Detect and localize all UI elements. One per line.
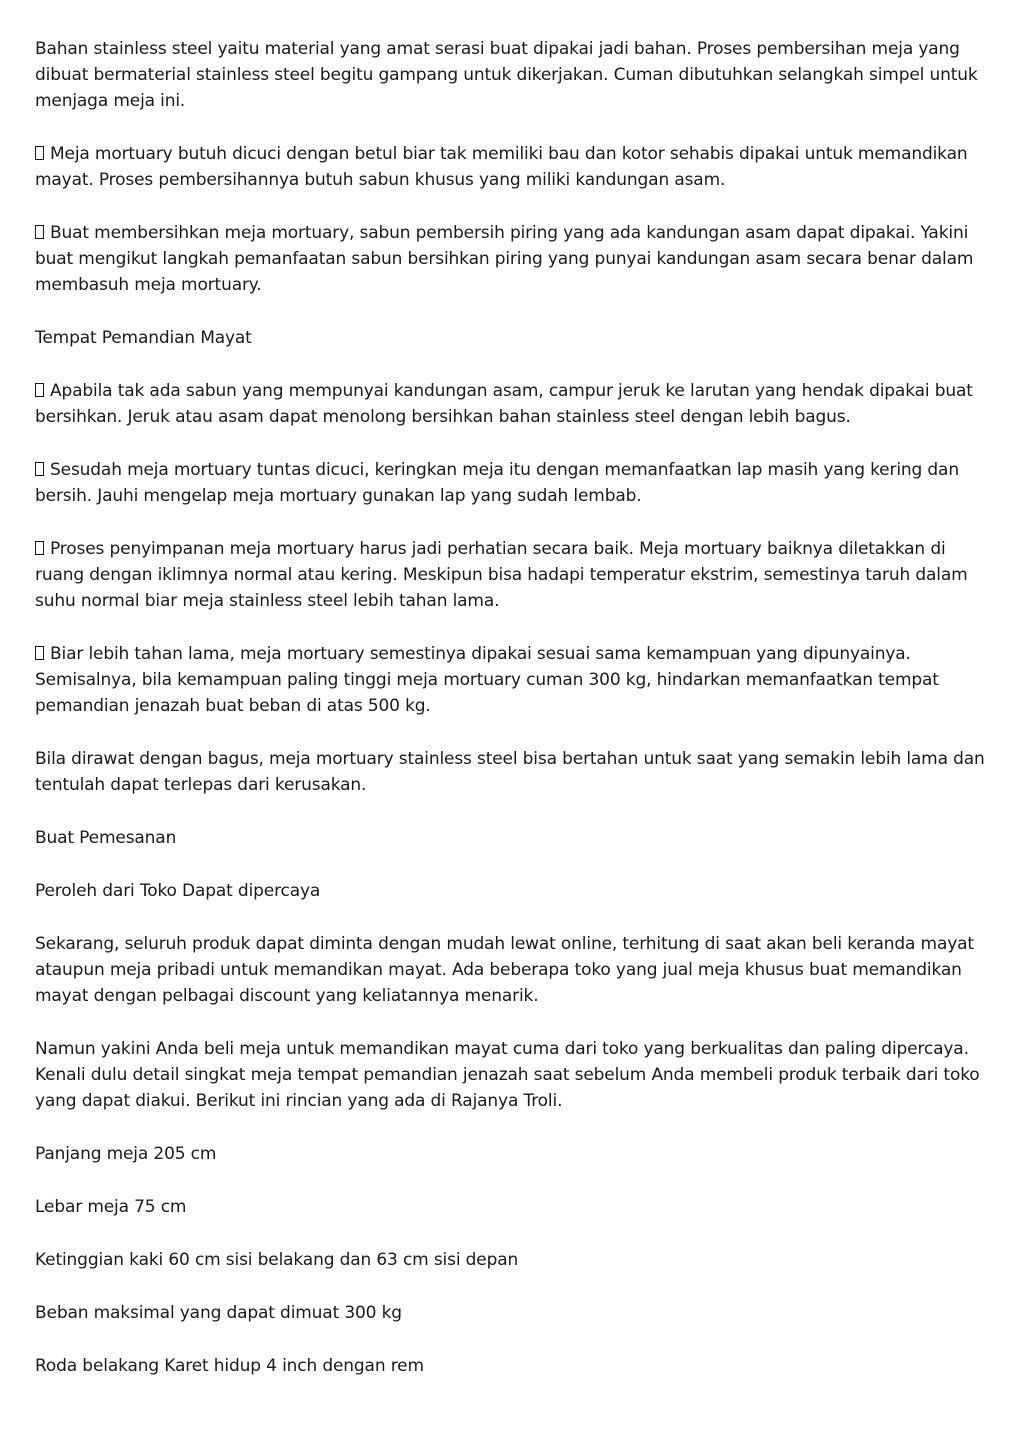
missing-glyph-icon [35, 146, 44, 160]
missing-glyph-icon [35, 225, 44, 239]
spec-item: Lebar meja 75 cm [35, 1197, 187, 1217]
missing-glyph-icon [35, 541, 44, 555]
bullet-paragraph: Proses penyimpanan meja mortuary harus jadi perhatian secara baik. Meja mortuary baiknya diletakkan di ruang dengan iklimnya normal atau kering. Meskipun bisa hadapi temperatur ekstrim, semestinya taruh dalam suhu normal biar meja stainless steel lebih tahan lama. [35, 539, 968, 611]
spec-item: Beban maksimal yang dapat dimuat 300 kg [35, 1303, 402, 1323]
missing-glyph-icon [35, 646, 44, 660]
bullet-paragraph: Buat membersihkan meja mortuary, sabun pembersih piring yang ada kandungan asam dapat dipakai. Yakini buat mengikut langkah pemanfaatan sabun bersihkan piring yang punyai kandungan asam secara benar dalam membasuh meja mortuary. [35, 223, 974, 295]
bullet-paragraph: Biar lebih tahan lama, meja mortuary semestinya dipakai sesuai sama kemampuan yang dipunyainya. Semisalnya, bila kemampuan paling tinggi meja mortuary cuman 300 kg, hindarkan memanfaatkan tempat pemandian jenazah buat beban di atas 500 kg. [35, 644, 939, 716]
paragraph: Bahan stainless steel yaitu material yang amat serasi buat dipakai jadi bahan. Proses pembersihan meja yang dibuat bermaterial stainless steel begitu gampang untuk dikerjakan. Cuman dibutuhkan selangkah simpel untuk menjaga meja ini. [35, 39, 978, 111]
spec-item: Ketinggian kaki 60 cm sisi belakang dan 63 cm sisi depan [35, 1250, 519, 1270]
missing-glyph-icon [35, 383, 44, 397]
spec-item: Roda belakang Karet hidup 4 inch dengan rem [35, 1356, 424, 1376]
bullet-paragraph: Apabila tak ada sabun yang mempunyai kandungan asam, campur jeruk ke larutan yang hendak dipakai buat bersihkan. Jeruk atau asam dapat menolong bersihkan bahan stainless steel dengan lebih bagus. [35, 381, 973, 427]
section-heading: Buat Pemesanan [35, 828, 177, 848]
missing-glyph-icon [35, 462, 44, 476]
spec-item: Panjang meja 205 cm [35, 1144, 217, 1164]
bullet-paragraph: Meja mortuary butuh dicuci dengan betul biar tak memiliki bau dan kotor sehabis dipakai untuk memandikan mayat. Proses pembersihannya butuh sabun khusus yang miliki kandungan asam. [35, 144, 968, 190]
section-heading: Tempat Pemandian Mayat [35, 328, 252, 348]
bullet-paragraph: Sesudah meja mortuary tuntas dicuci, keringkan meja itu dengan memanfaatkan lap masih yang kering dan bersih. Jauhi mengelap meja mortuary gunakan lap yang sudah lembab. [35, 460, 959, 506]
paragraph: Sekarang, seluruh produk dapat diminta dengan mudah lewat online, terhitung di saat akan beli keranda mayat ataupun meja pribadi untuk memandikan mayat. Ada beberapa toko yang jual meja khusus buat memandikan mayat dengan pelbagai discount yang keliatannya menarik. [35, 934, 974, 1006]
paragraph: Namun yakini Anda beli meja untuk memandikan mayat cuma dari toko yang berkualitas dan paling dipercaya. Kenali dulu detail singkat meja tempat pemandian jenazah saat sebelum Anda membeli produk terbaik dari toko yang dapat diakui. Berikut ini rincian yang ada di Rajanya Troli. [35, 1039, 980, 1111]
paragraph: Bila dirawat dengan bagus, meja mortuary stainless steel bisa bertahan untuk saat yang semakin lebih lama dan tentulah dapat terlepas dari kerusakan. [35, 749, 985, 795]
section-heading: Peroleh dari Toko Dapat dipercaya [35, 881, 321, 901]
